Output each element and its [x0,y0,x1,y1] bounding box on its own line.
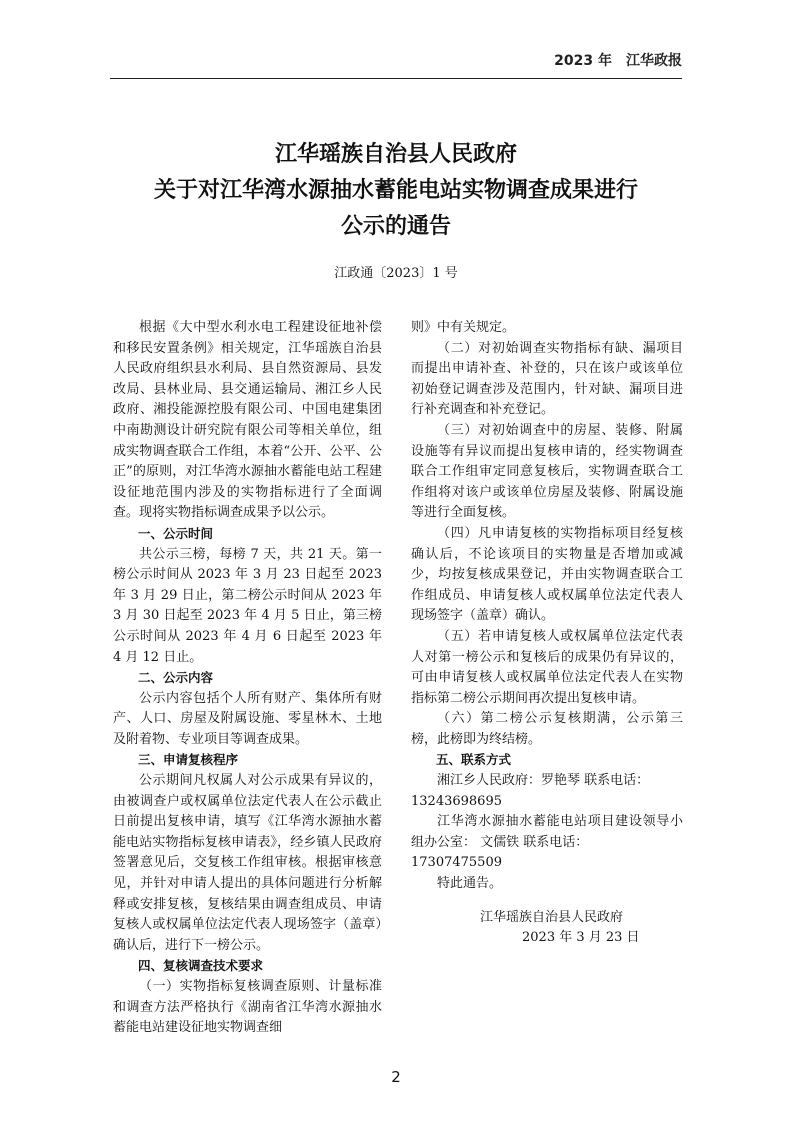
page-number: 2 [391,1068,401,1086]
header-publication: 江华政报 [626,53,682,69]
signature-org: 江华瑶族自治县人民政府 [480,910,624,925]
contact-line: 湘江乡人民政府：罗艳琴 联系电话： [437,773,650,789]
body-paragraph: 则》中有关规定。 [411,320,516,335]
section-heading: 三、申请复核程序 [138,752,239,768]
section-heading: 五、联系方式 [436,752,512,768]
signature-date: 2023 年 3 月 23 日 [522,930,640,945]
signature-block [480,908,710,948]
contact-phone: 13243698695 [411,793,502,809]
body-paragraph: （四）凡申请复核的实物指标项目经复核确认后，不论该项目的实物量是否增加或减少，均按复核成果登记，并由实物调查联合工作组成员、申请复核人或权属单位法定代表人现场签字（盖章）确认。 [411,525,683,624]
header-year: 2023 年 [554,53,612,69]
header-rule [110,78,682,79]
contact-line: 江华湾水源抽水蓄能电站项目建设领导小组办公室： 文儒铁 联系电话： [411,814,683,850]
title-line-1: 江华瑶族自治县人民政府 [274,141,517,167]
body-paragraph: （二）对初始调查实物指标有缺、漏项目而提出申请补查、补登的，只在该户或该单位初始登记调查涉及范围内，针对缺、漏项目进行补充调查和补充登记。 [411,340,683,418]
title-line-2: 关于对江华湾水源抽水蓄能电站实物调查成果进行 [153,177,638,203]
closing-line: 特此通告。 [437,876,503,892]
contact-phone: 17307475509 [411,855,502,871]
body-paragraph: 共公示三榜，每榜 7 天，共 21 天。第一榜公示时间从 2023 年 3 月 23 日起至 2023 年 3 月 29 日止，第二榜公示时间从 2023 年 3 月 30 日起至 2023 年 4 月 5 日止，第三榜公示时间从 2023 年 4 月 6 日起至 2023 年 4 月 12 日止。 [113,546,382,665]
section-heading: 四、复核调查技术要求 [138,958,264,974]
running-header [0,50,682,70]
body-paragraph: （一）实物指标复核调查原则、计量标准和调查方法严格执行《湖南省江华湾水源抽水蓄能电站建设征地实物调查细 [113,979,382,1036]
body-paragraph: 公示内容包括个人所有财产、集体所有财产、人口、房屋及附属设施、零星林木、土地及附着物、专业项目等调查成果。 [113,690,382,747]
body-paragraph: （三）对初始调查中的房屋、装修、附属设施等有异议而提出复核申请的，经实物调查联合工作组审定同意复核后，实物调查联合工作组将对该户或该单位房屋及装修、附属设施等进行全面复核。 [411,422,683,521]
right-column [411,318,683,895]
body-paragraph: 根据《大中型水利水电工程建设征地补偿和移民安置条例》相关规定，江华瑶族自治县人民政府组织县水利局、县自然资源局、县发改局、县林业局、县交通运输局、湘江乡人民政府、湘投能源控股有限公司、中国电建集团中南勘测设计研究院有限公司等相关单位，组成实物调查联合工作组，本着“公开、公平、公正”的原则，对江华湾水源抽水蓄能电站工程建设征地范围内涉及的实物指标进行了全面调查。现将实物指标调查成果予以公示。 [113,320,382,521]
document-title [100,136,692,244]
section-heading: 二、公示内容 [138,670,214,686]
section-heading: 一、公示时间 [138,525,214,541]
body-paragraph: （五）若申请复核人或权属单位法定代表人对第一榜公示和复核后的成果仍有异议的，可由申请复核人或权属单位法定代表人在实物指标第二榜公示期间再次提出复核申请。 [411,628,683,706]
body-paragraph: 公示期间凡权属人对公示成果有异议的，由被调查户或权属单位法定代表人在公示截止日前提出复核申请，填写《江华湾水源抽水蓄能电站实物指标复核申请表》，经乡镇人民政府签署意见后，交复核工作组审核。根据审核意见，并针对申请人提出的具体问题进行分析解释或安排复核，复核结果由调查组成员、申请复核人或权属单位法定代表人现场签字（盖章）确认后，进行下一榜公示。 [113,773,382,953]
document-number: 江政通〔2023〕1 号 [334,266,458,281]
left-column [113,318,382,1039]
body-paragraph: （六）第二榜公示复核期满，公示第三榜，此榜即为终结榜。 [411,711,683,747]
title-line-3: 公示的通告 [340,213,451,239]
